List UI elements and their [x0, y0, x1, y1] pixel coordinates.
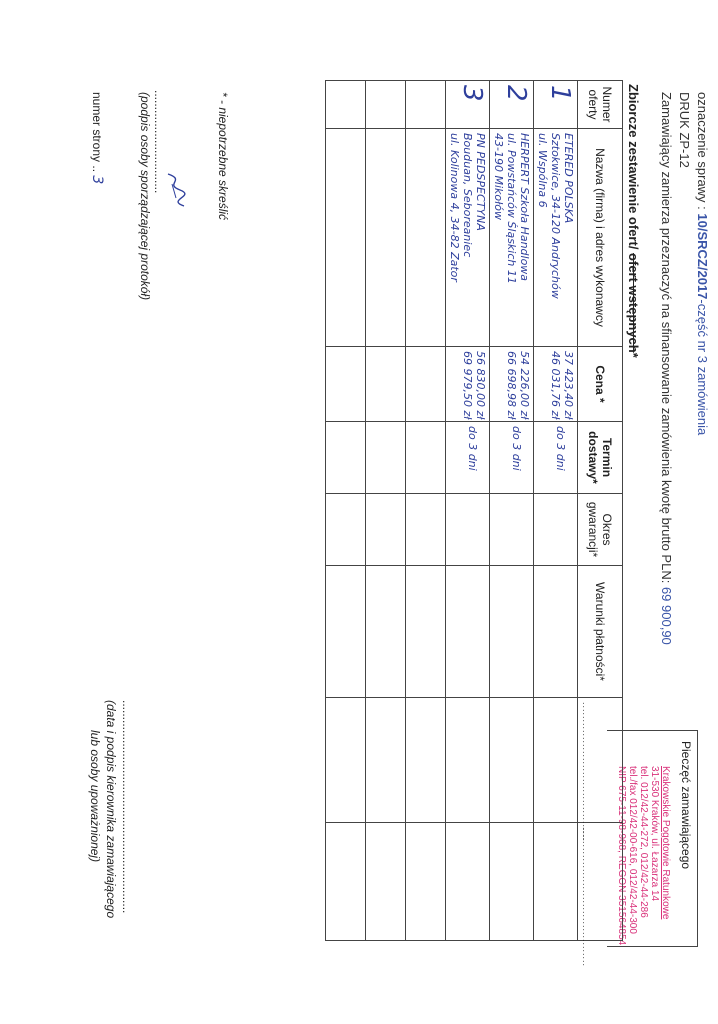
empty-cell	[406, 566, 446, 698]
budget-amount: 69 900,90	[659, 586, 674, 645]
row-extra-1	[446, 698, 490, 823]
price-line: 54 226,00 zł	[518, 351, 531, 420]
header-price: Cena *	[578, 347, 623, 422]
header-warranty: Okres gwarancji*	[578, 494, 623, 566]
extra-dots: ........................................	[581, 827, 591, 968]
page-number-line	[90, 92, 104, 184]
row-name	[534, 129, 578, 347]
delivery-text: do 3 dni	[554, 426, 567, 471]
empty-cell	[406, 494, 446, 566]
name-line: ul. Wspólna 6	[536, 133, 549, 208]
header-number: Numer oferty	[578, 81, 623, 129]
stamp-content	[616, 766, 671, 945]
title-main: Zbiorcze zestawienie ofert/	[626, 84, 641, 254]
empty-cell	[326, 698, 366, 823]
manager-dots: ................................................................	[120, 700, 134, 914]
price-line: 69 979,50 zł	[461, 351, 474, 420]
table-row	[446, 81, 490, 941]
table-header-row	[578, 81, 623, 941]
empty-cell	[366, 347, 406, 422]
manager-label-2: lub osoby upoważnionej)	[88, 730, 102, 863]
empty-cell	[406, 422, 446, 494]
empty-cell	[326, 347, 366, 422]
name-line: HERPERT Szkoła Handlowa	[518, 133, 531, 282]
empty-cell	[326, 823, 366, 941]
row-extra-2	[446, 823, 490, 941]
name-line: Sztokwice, 34-120 Andrychów	[549, 133, 562, 299]
empty-cell	[366, 422, 406, 494]
row-price	[490, 347, 534, 422]
price-line: 46 031,76 zł	[549, 351, 562, 420]
empty-cell	[366, 823, 406, 941]
price-line: 37 423,40 zł	[562, 351, 575, 420]
manager-label-1: (data i podpis kierownika zamawiającego	[104, 700, 118, 919]
form-name: DRUK ZP-12	[677, 92, 692, 168]
price-line: 66 698,98 zł	[505, 351, 518, 420]
empty-cell	[326, 81, 366, 129]
footnote: * - niepotrzebne skreślić	[216, 92, 230, 221]
row-extra-1	[534, 698, 578, 823]
stamp-label: Pieczęć zamawiającego	[679, 741, 693, 870]
name-line: ul. Kolinowa 4, 34-82 Zator	[448, 133, 461, 282]
row-price	[534, 347, 578, 422]
table-row	[490, 81, 534, 941]
stamp-line: tel./fax 012/42-00-616, 012/42-44-300	[627, 766, 638, 934]
document-title	[626, 84, 641, 358]
stamp-line: 31-530 Kraków, ul. Łazarza 14	[649, 766, 660, 902]
row-warranty	[446, 494, 490, 566]
header-payment: Warunki płatności*	[578, 566, 623, 698]
row-number-text: 1	[545, 85, 575, 102]
empty-cell	[366, 494, 406, 566]
signature-dots: ...............................	[152, 90, 166, 194]
offers-table	[325, 80, 623, 968]
empty-cell	[366, 81, 406, 129]
empty-cell	[366, 698, 406, 823]
row-payment	[490, 566, 534, 698]
row-extra-1	[490, 698, 534, 823]
case-line	[695, 92, 710, 435]
title-star: *	[626, 352, 641, 358]
stamp-line: Krakowskie Pogotowie Ratunkowe	[660, 766, 671, 920]
empty-cell	[326, 422, 366, 494]
budget-text: Zamawiający zamierza przeznaczyć na sfinansowanie zamówienia kwotę brutto PLN:	[659, 92, 674, 584]
row-number-text: 3	[457, 85, 487, 102]
table-row	[534, 81, 578, 941]
row-delivery	[490, 422, 534, 494]
row-extra-2	[534, 823, 578, 941]
row-number	[534, 81, 578, 129]
table-row	[406, 81, 446, 941]
stamp-line: tel. 012/42-44-272, 012/42-44-286	[638, 766, 649, 918]
empty-cell	[406, 81, 446, 129]
row-number	[446, 81, 490, 129]
header-name: Nazwa (firma) i adres wykonawcy	[578, 129, 623, 347]
stamp-line: NIP 675-11-98-968, REGON 351564854	[616, 766, 627, 946]
empty-cell	[366, 566, 406, 698]
row-number	[490, 81, 534, 129]
title-struck: ofert wstępnych	[626, 253, 641, 353]
delivery-text: do 3 dni	[510, 426, 523, 471]
empty-cell	[406, 129, 446, 347]
empty-cell	[326, 566, 366, 698]
name-line: Bouduan, Seboreaniec	[461, 133, 474, 258]
name-line: PN PEDSPECTYNA	[474, 133, 487, 231]
case-label: oznaczenie sprawy :	[695, 92, 710, 214]
name-line: ul. Powstańców Śląskich 11	[505, 133, 518, 284]
row-number-text: 2	[501, 85, 531, 102]
empty-cell	[326, 129, 366, 347]
row-payment	[534, 566, 578, 698]
empty-cell	[406, 823, 446, 941]
row-price	[446, 347, 490, 422]
row-warranty	[490, 494, 534, 566]
extra-dots: ........................................	[581, 702, 591, 843]
empty-cell	[406, 698, 446, 823]
price-line: 56 830,00 zł	[474, 351, 487, 420]
page-label: numer strony ..	[90, 92, 104, 173]
case-part: -część nr 3 zamówienia	[695, 299, 710, 436]
row-delivery	[446, 422, 490, 494]
header-extra-2	[578, 823, 623, 968]
row-delivery	[534, 422, 578, 494]
empty-cell	[326, 494, 366, 566]
header-delivery: Termin dostawy*	[578, 422, 623, 494]
empty-cell	[406, 347, 446, 422]
table-row	[366, 81, 406, 941]
row-name	[446, 129, 490, 347]
budget-line	[659, 92, 674, 645]
case-number: 10/SRCZ/2017	[695, 213, 710, 300]
row-warranty	[534, 494, 578, 566]
row-payment	[446, 566, 490, 698]
row-name	[490, 129, 534, 347]
table-row	[326, 81, 366, 941]
empty-cell	[366, 129, 406, 347]
signature-label: (podpis osoby sporządzającej protokół)	[138, 92, 152, 301]
name-line: ETERED POLSKA	[562, 133, 575, 224]
header-extra-1	[578, 698, 623, 843]
row-extra-2	[490, 823, 534, 941]
page-number: 3	[89, 175, 105, 185]
name-line: 43-190 Mikołów	[492, 133, 505, 220]
delivery-text: do 3 dni	[466, 426, 479, 471]
